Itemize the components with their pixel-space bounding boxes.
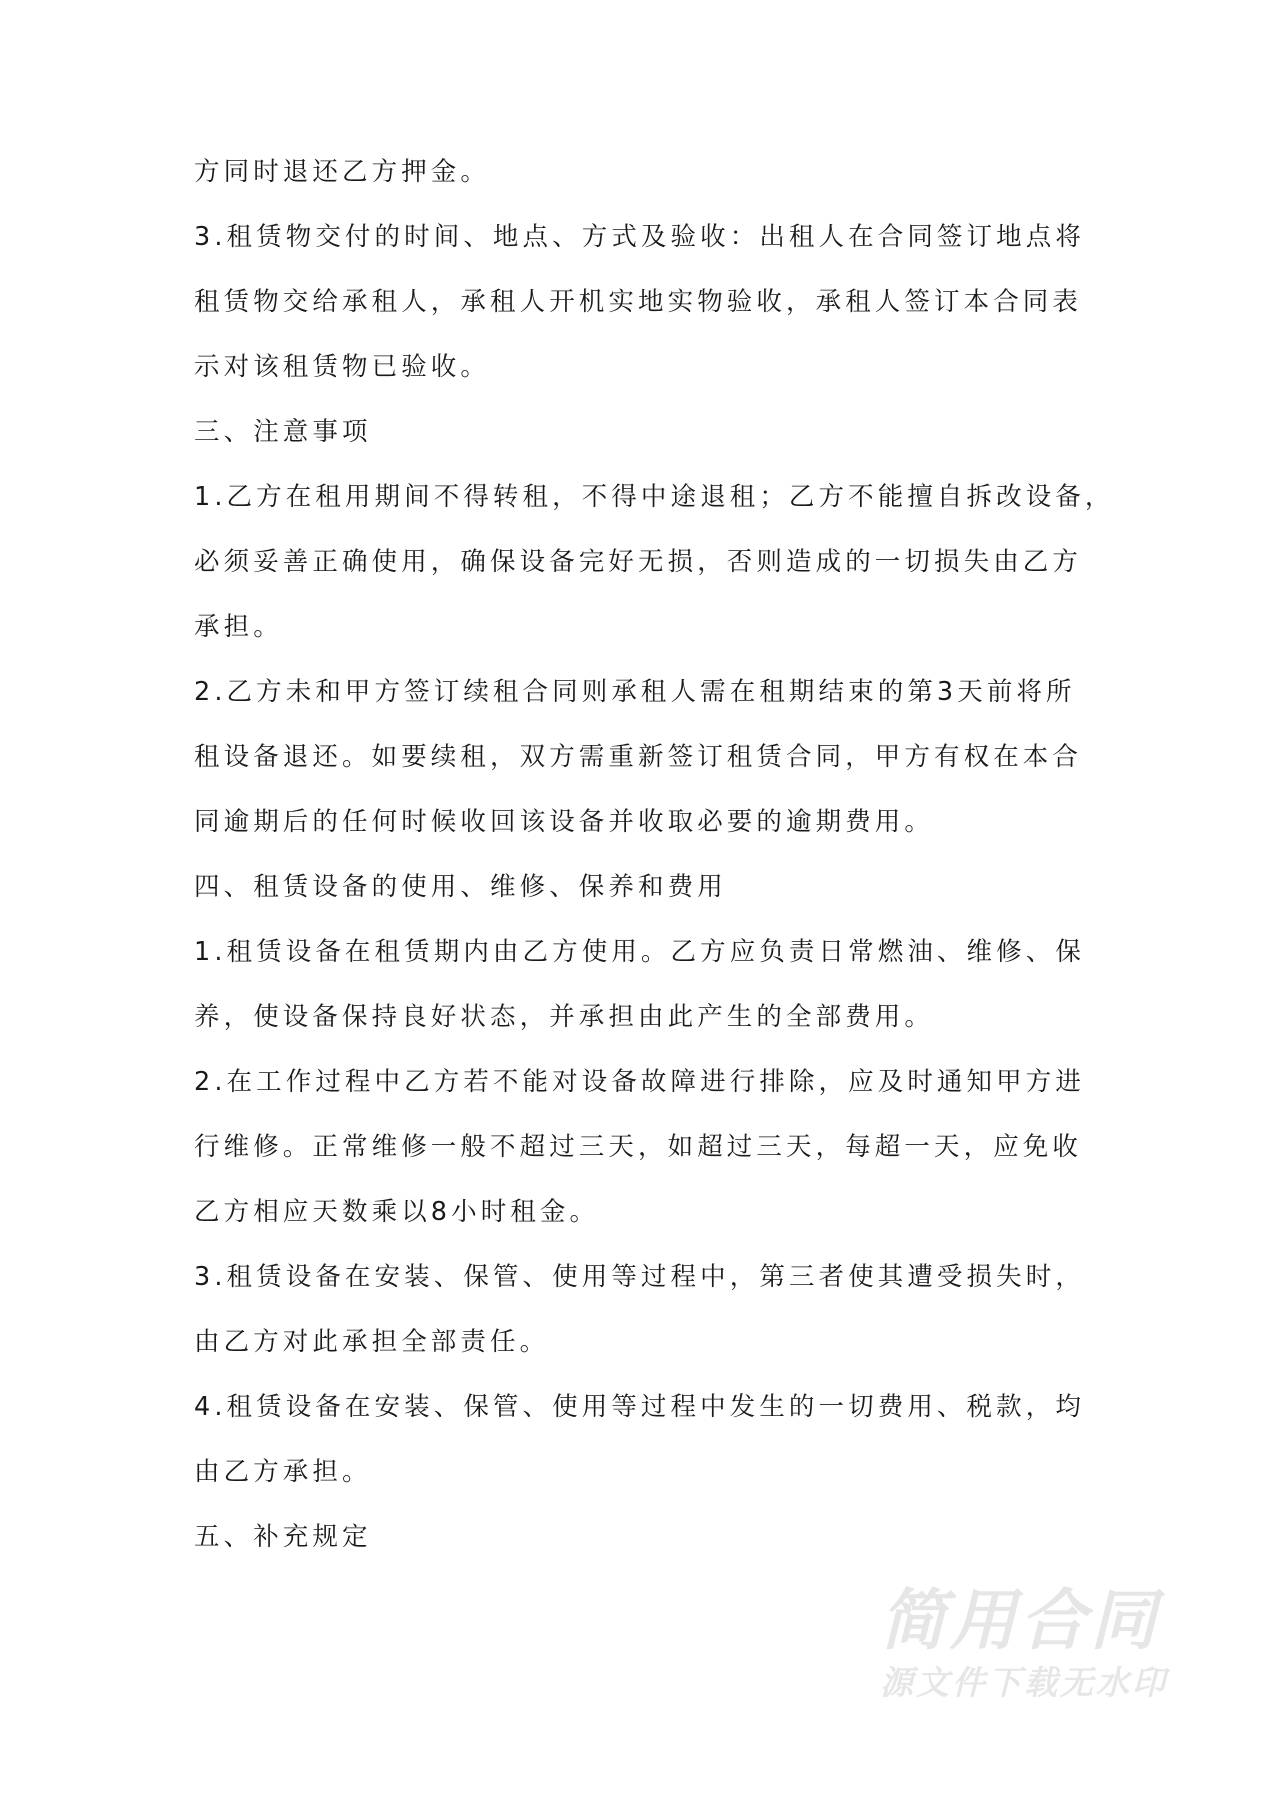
text-line: 承担。 (194, 612, 283, 642)
watermark-subtitle: 源文件下载无水印 (880, 1663, 1168, 1702)
text-line: 由乙方对此承担全部责任。 (194, 1327, 550, 1357)
text-line: 必须妥善正确使用，确保设备完好无损，否则造成的一切损失由乙方 (194, 547, 1083, 577)
text-line: 3.租赁物交付的时间、地点、方式及验收：出租人在合同签订地点将 (194, 222, 1085, 252)
watermark (880, 1582, 1190, 1715)
text-line: 行维修。正常维修一般不超过三天，如超过三天，每超一天，应免收 (194, 1132, 1083, 1162)
section-heading: 五、补充规定 (194, 1522, 372, 1552)
text-line: 1.租赁设备在租赁期内由乙方使用。乙方应负责日常燃油、维修、保 (194, 937, 1085, 967)
text-line: 4.租赁设备在安装、保管、使用等过程中发生的一切费用、税款，均 (194, 1392, 1085, 1422)
text-line: 方同时退还乙方押金。 (194, 157, 491, 187)
section-heading: 三、注意事项 (194, 417, 372, 447)
text-line: 租设备退还。如要续租，双方需重新签订租赁合同，甲方有权在本合 (194, 742, 1083, 772)
text-line: 1.乙方在租用期间不得转租，不得中途退租；乙方不能擅自拆改设备， (194, 482, 1115, 512)
text-line: 示对该租赁物已验收。 (194, 352, 491, 382)
text-line: 租赁物交给承租人，承租人开机实地实物验收，承租人签订本合同表 (194, 287, 1083, 317)
text-line: 乙方相应天数乘以8小时租金。 (194, 1197, 600, 1227)
text-line: 由乙方承担。 (194, 1457, 372, 1487)
text-line: 同逾期后的任何时候收回该设备并收取必要的逾期费用。 (194, 807, 935, 837)
watermark-title: 简用合同 (880, 1582, 1160, 1659)
text-line: 2.在工作过程中乙方若不能对设备故障进行排除，应及时通知甲方进 (194, 1067, 1085, 1097)
text-line: 2.乙方未和甲方签订续租合同则承租人需在租期结束的第3天前将所 (194, 677, 1076, 707)
section-heading: 四、租赁设备的使用、维修、保养和费用 (194, 872, 727, 902)
text-line: 养，使设备保持良好状态，并承担由此产生的全部费用。 (194, 1002, 935, 1032)
text-line: 3.租赁设备在安装、保管、使用等过程中，第三者使其遭受损失时， (194, 1262, 1085, 1292)
